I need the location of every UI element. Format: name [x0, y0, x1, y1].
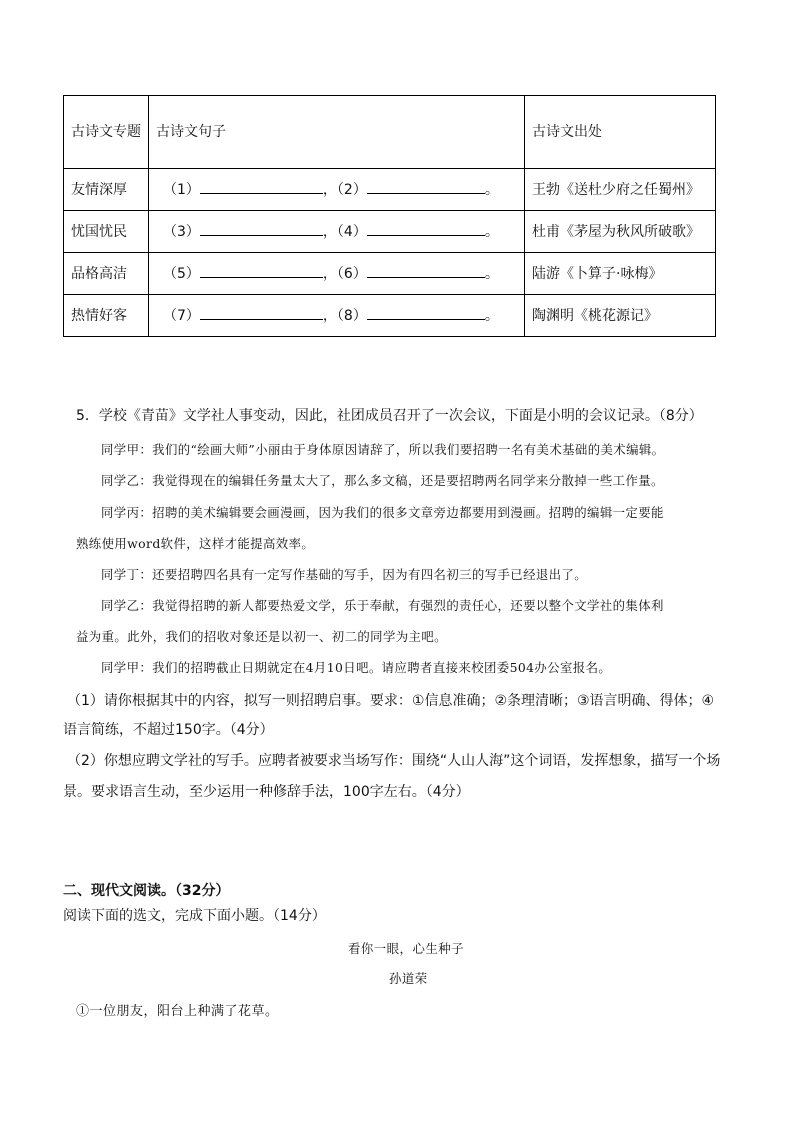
table-row [64, 169, 716, 211]
row-source: 陆游《卜算子·咏梅》 [525, 253, 716, 295]
answer-blank[interactable] [200, 305, 323, 320]
dialogue-line: 同学丁：还要招聘四名具有一定写作基础的写手，因为有四名初三的写手已经退出了。 [101, 567, 588, 582]
row-blanks [149, 295, 525, 337]
section-intro: 阅读下面的选文，完成下面小题。（14分） [63, 908, 326, 924]
answer-blank[interactable] [367, 263, 485, 278]
header-sentence: 古诗文句子 [149, 96, 525, 169]
table-row [64, 211, 716, 253]
period: 。 [484, 307, 499, 324]
row-source: 陶渊明《桃花源记》 [525, 295, 716, 337]
period: 。 [484, 223, 499, 240]
comma: ， [322, 181, 337, 198]
dialogue-line: 同学甲：我们的招聘截止日期就定在4月10日吧。请应聘者直接来校团委504办公室报名。 [101, 660, 612, 675]
dialogue-line: 同学甲：我们的“绘画大师”小丽由于身体原因请辞了，所以我们要招聘一名有美术基础的美术编辑。 [101, 442, 665, 457]
table-row [64, 295, 716, 337]
row-topic: 热情好客 [64, 295, 149, 337]
subquestion-2: （2）你想应聘文学社的写手。应聘者被要求当场写作：围绕“人山人海”这个词语，发挥想象，描写一个场 [67, 753, 721, 769]
comma: ， [322, 265, 337, 282]
blank-number: （4） [336, 223, 367, 240]
blank-number: （2） [336, 181, 367, 198]
article-paragraph: ①一位朋友，阳台上种满了花草。 [76, 1004, 279, 1019]
comma: ， [322, 307, 337, 324]
row-topic: 友情深厚 [64, 169, 149, 211]
answer-blank[interactable] [367, 179, 485, 194]
row-topic: 品格高洁 [64, 253, 149, 295]
row-blanks [149, 169, 525, 211]
row-source: 杜甫《茅屋为秋风所破歌》 [525, 211, 716, 253]
period: 。 [484, 265, 499, 282]
question-5-stem: 5．学校《青苗》文学社人事变动，因此，社团成员召开了一次会议，下面是小明的会议记录。（8分） [76, 408, 703, 424]
answer-blank[interactable] [367, 221, 485, 236]
poem-table [63, 95, 716, 337]
section-heading: 二、现代文阅读。（32分） [63, 883, 230, 899]
row-blanks [149, 253, 525, 295]
period: 。 [484, 181, 499, 198]
answer-blank[interactable] [200, 221, 323, 236]
row-topic: 忧国忧民 [64, 211, 149, 253]
blank-number: （6） [336, 265, 367, 282]
blank-number: （7） [163, 307, 200, 324]
answer-blank[interactable] [200, 263, 323, 278]
subquestion-1-cont: 语言简练，不超过150字。（4分） [63, 722, 274, 738]
row-source: 王勃《送杜少府之任蜀州》 [525, 169, 716, 211]
row-blanks [149, 211, 525, 253]
dialogue-line: 同学乙：我觉得现在的编辑任务量太大了，那么多文稿，还是要招聘两名同学来分散掉一些工作量。 [101, 473, 664, 488]
dialogue-line: 熟练使用word软件，这样才能提高效率。 [76, 536, 315, 551]
article-title: 看你一眼，心生种子 [348, 941, 465, 956]
comma: ， [322, 223, 337, 240]
answer-blank[interactable] [367, 305, 485, 320]
answer-blank[interactable] [200, 179, 323, 194]
table-header-row [64, 96, 716, 169]
blank-number: （5） [163, 265, 200, 282]
dialogue-line: 益为重。此外，我们的招收对象还是以初一、初二的同学为主吧。 [76, 629, 447, 644]
article-author: 孙道荣 [389, 971, 428, 986]
header-topic: 古诗文专题 [64, 96, 149, 169]
table-row [64, 253, 716, 295]
blank-number: （1） [163, 181, 200, 198]
blank-number: （3） [163, 223, 200, 240]
subquestion-1: （1）请你根据其中的内容，拟写一则招聘启事。要求：①信息准确；②条理清晰；③语言明确、得体；④ [67, 693, 715, 709]
dialogue-line: 同学丙：招聘的美术编辑要会画漫画，因为我们的很多文章旁边都要用到漫画。招聘的编辑一定要能 [101, 505, 664, 520]
header-source: 古诗文出处 [525, 96, 716, 169]
subquestion-2-cont: 景。要求语言生动，至少运用一种修辞手法，100字左右。（4分） [63, 784, 470, 800]
dialogue-line: 同学乙：我觉得招聘的新人都要热爱文学，乐于奉献，有强烈的责任心，还要以整个文学社的集体利 [101, 598, 664, 613]
blank-number: （8） [336, 307, 367, 324]
